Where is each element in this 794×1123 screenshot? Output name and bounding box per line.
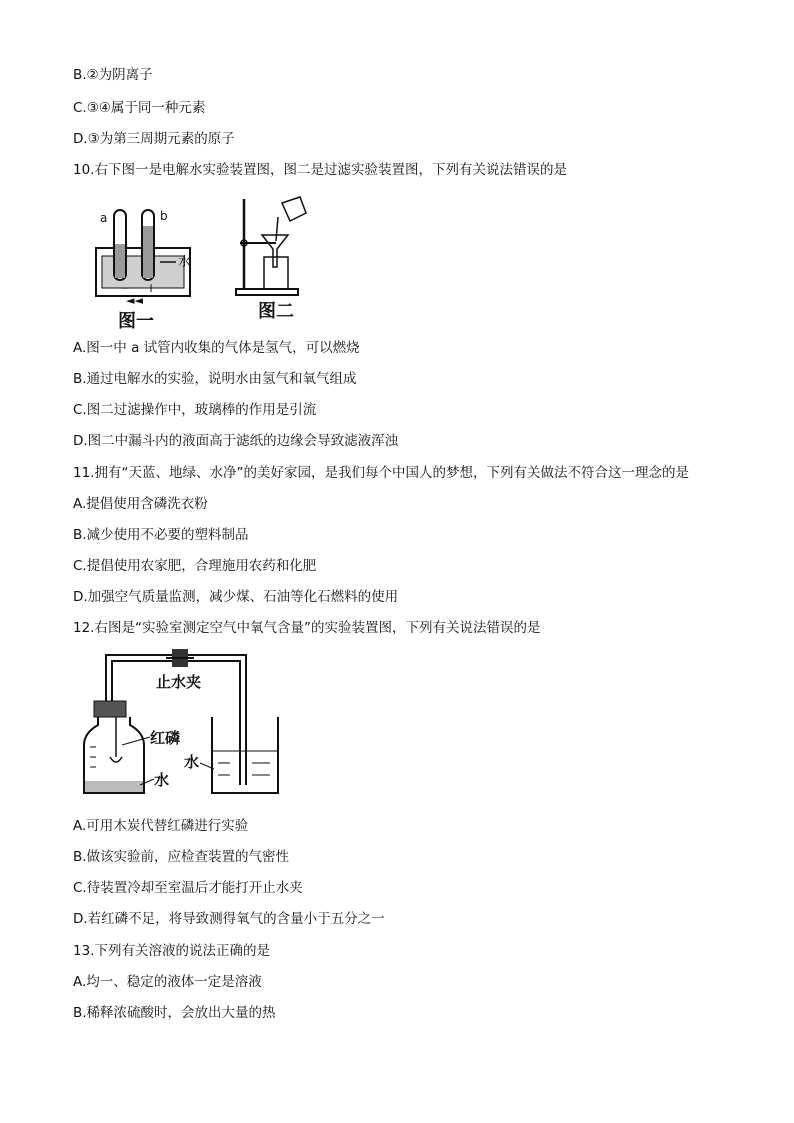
q12-option-c: C.待装置冷却至室温后才能打开止水夹 [73, 880, 303, 896]
clamp-label: 止水夹 [156, 673, 202, 691]
q11-option-c: C.提倡使用农家肥，合理施用农药和化肥 [73, 558, 317, 574]
q10-option-c: C.图二过滤操作中，玻璃棒的作用是引流 [73, 402, 317, 418]
filtration-figure [232, 195, 322, 330]
q12-stem: 12.右图是“实验室测定空气中氧气含量”的实验装置图，下列有关说法错误的是 [73, 620, 541, 636]
q9-option-c: C.③④属于同一种元素 [73, 100, 206, 116]
water-label: 水 [178, 255, 192, 270]
q13-stem: 13.下列有关溶液的说法正确的是 [73, 943, 270, 959]
minus-label: − [120, 281, 131, 295]
tube-a-label: a [100, 211, 108, 225]
q10-option-d: D.图二中漏斗内的液面高于滤纸的边缘会导致滤液浑浊 [73, 433, 399, 449]
q12-option-b: B.做该实验前，应检查装置的气密性 [73, 849, 290, 865]
q10-stem: 10.右下图一是电解水实验装置图，图二是过滤实验装置图，下列有关说法错误的是 [73, 162, 567, 178]
battery-symbol: ◄◄ [126, 294, 143, 307]
q11-option-b: B.减少使用不必要的塑料制品 [73, 527, 249, 543]
tube-b-label: b [160, 209, 168, 223]
figure2-caption: 图二 [258, 301, 294, 322]
figure1-caption: 图一 [118, 311, 154, 330]
q9-option-b: B.②为阴离子 [73, 67, 153, 83]
q12-option-d: D.若红磷不足，将导致测得氧气的含量小于五分之一 [73, 911, 385, 927]
q11-option-a: A.提倡使用含磷洗衣粉 [73, 496, 208, 512]
q11-stem: 11.拥有“天蓝、地绿、水净”的美好家园，是我们每个中国人的梦想，下列有关做法不符合这一理念的是 [73, 465, 689, 481]
oxygen-content-figure [80, 645, 295, 805]
beaker-water-label: 水 [184, 753, 200, 771]
plus-label: + [146, 281, 157, 295]
q9-option-d: D.③为第三周期元素的原子 [73, 131, 235, 147]
q10-option-b: B.通过电解水的实验，说明水由氢气和氧气组成 [73, 371, 357, 387]
q11-option-d: D.加强空气质量监测，减少煤、石油等化石燃料的使用 [73, 589, 399, 605]
q10-option-a: A.图一中 a 试管内收集的气体是氢气，可以燃烧 [73, 340, 360, 356]
bottle-water-label: 水 [154, 771, 170, 789]
electrolysis-figure [90, 200, 200, 330]
red-phosphorus-label: 红磷 [150, 729, 181, 747]
q13-option-b: B.稀释浓硫酸时，会放出大量的热 [73, 1005, 276, 1021]
q12-option-a: A.可用木炭代替红磷进行实验 [73, 818, 249, 834]
q13-option-a: A.均一、稳定的液体一定是溶液 [73, 974, 262, 990]
